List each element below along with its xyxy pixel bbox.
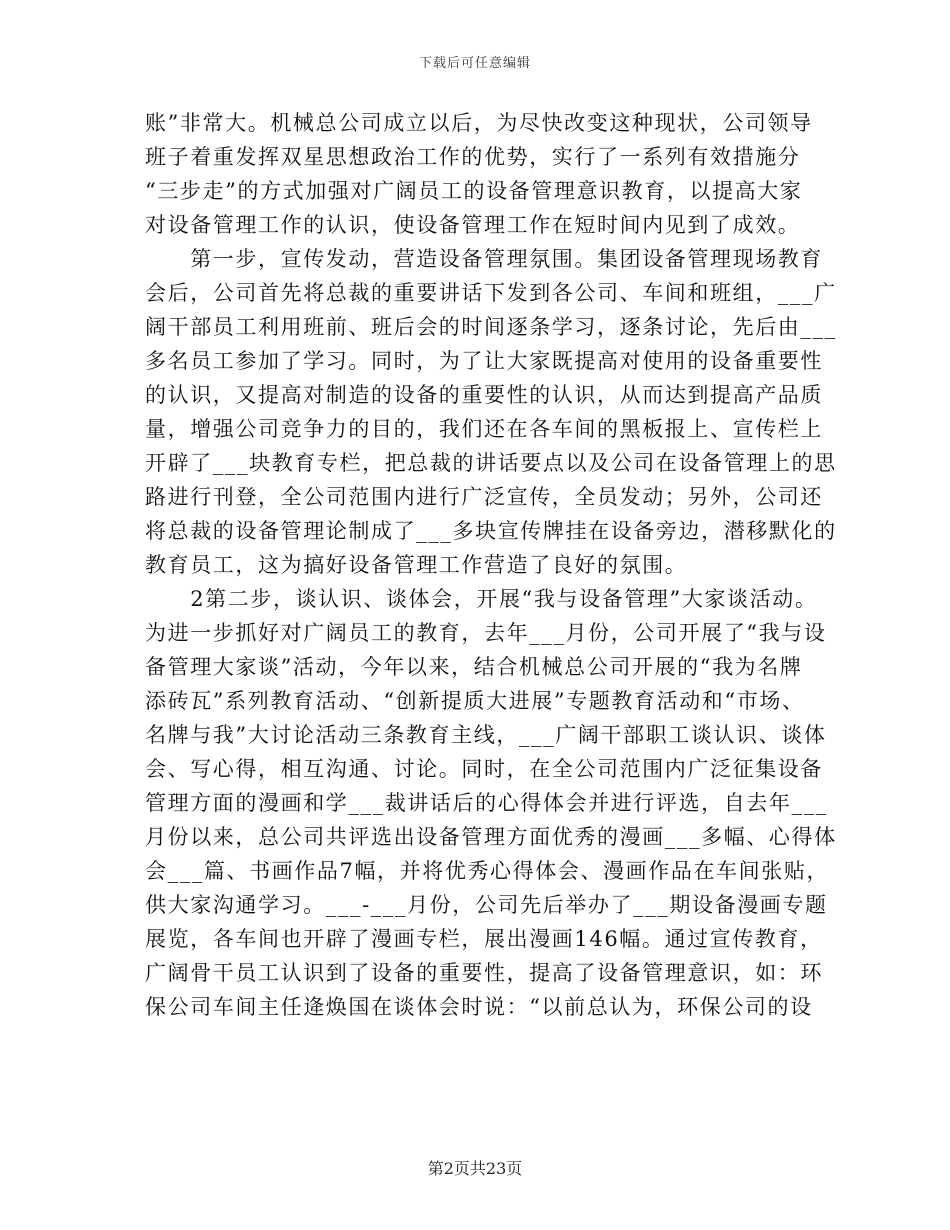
page-header: 下载后可任意编辑 [418, 56, 531, 71]
text-line: “三步走”的方式加强对广阔员工的设备管理意识教育，以提高大家 [145, 179, 803, 203]
text-line: 教育员工，这为搞好设备管理工作营造了良好的氛围。 [145, 553, 688, 577]
text-line: 名牌与我”大讨论活动三条教育主线，___广阔干部职工谈认识、谈体 [145, 723, 827, 747]
text-line: 会___篇、书画作品7幅，并将优秀心得体会、漫画作品在车间张贴， [145, 859, 830, 883]
text-line: 多名员工参加了学习。同时，为了让大家既提高对使用的设备重要性 [145, 349, 823, 373]
text-line: 备管理大家谈”活动，今年以来，结合机械总公司开展的“我为名牌 [145, 655, 803, 679]
text-line: 为进一步抓好对广阔员工的教育，去年___月份，公司开展了“我与设 [145, 621, 827, 645]
text-line: 量，增强公司竞争力的目的，我们还在各车间的黑板报上、宣传栏上 [145, 417, 823, 441]
text-line: 展览，各车间也开辟了漫画专栏，展出漫画146幅。通过宣传教育， [145, 927, 823, 951]
text-line: 广阔骨干员工认识到了设备的重要性，提高了设备管理意识，如：环 [145, 961, 823, 985]
text-line: 账”非常大。机械总公司成立以后，为尽快改变这种现状，公司领导 [145, 111, 813, 135]
text-line: 供大家沟通学习。___-___月份，公司先后举办了___期设备漫画专题 [145, 893, 828, 917]
text-line: 添砖瓦”系列教育活动、“创新提质大进展”专题教育活动和“市场、 [145, 689, 805, 713]
text-line: 的认识，又提高对制造的设备的重要性的认识，从而达到提高产品质 [145, 383, 823, 407]
text-line: 第一步，宣传发动，营造设备管理氛围。集团设备管理现场教育 [145, 247, 823, 271]
text-line: 对设备管理工作的认识，使设备管理工作在短时间内见到了成效。 [145, 213, 801, 237]
text-line: 班子着重发挥双星思想政治工作的优势，实行了一系列有效措施分 [145, 145, 801, 169]
text-line: 会后，公司首先将总裁的重要讲话下发到各公司、车间和班组，___广 [145, 281, 837, 305]
text-line: 月份以来，总公司共评选出设备管理方面优秀的漫画___多幅、心得体 [145, 825, 837, 849]
text-line: 开辟了___块教育专栏，把总裁的讲话要点以及公司在设备管理上的思 [145, 451, 837, 475]
document-body [145, 106, 837, 1024]
text-line: 阔干部员工利用班前、班后会的时间逐条学习，逐条讨论，先后由___ [145, 315, 837, 339]
text-line: 会、写心得，相互沟通、讨论。同时，在全公司范围内广泛征集设备 [145, 757, 823, 781]
page-number: 第2页共23页 [427, 1159, 523, 1178]
text-line: 路进行刊登，全公司范围内进行广泛宣传，全员发动；另外，公司还 [145, 485, 823, 509]
text-line: 2第二步，谈认识、谈体会，开展“我与设备管理”大家谈活动。 [145, 587, 818, 611]
text-line: 管理方面的漫画和学___裁讲话后的心得体会并进行评选，自去年___ [145, 791, 828, 815]
text-line: 将总裁的设备管理论制成了___多块宣传牌挂在设备旁边，潜移默化的 [145, 519, 837, 543]
text-line: 保公司车间主任逄焕国在谈体会时说：“以前总认为，环保公司的设 [145, 995, 813, 1019]
